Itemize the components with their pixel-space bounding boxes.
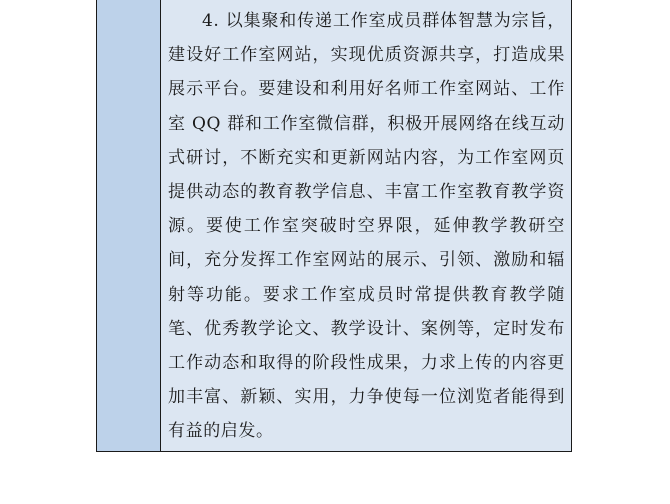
- table-label-column: [97, 0, 161, 451]
- body-paragraph: 4. 以集聚和传递工作室成员群体智慧为宗旨，建设好工作室网站，实现优质资源共享，打造成果展示平台。要建设和利用好名师工作室网站、工作室 QQ 群和工作室微信群，积极开展网络在线互动式研讨，不断充实和更新网站内容，为工作室网页提供动态的教育教学信息、丰富工作室教育教学资源。要使工作室突破时空界限，延伸教学教研空间，充分发挥工作室网站的展示、引领、激励和辐射等功能。要求工作室成员时常提供教育教学随笔、优秀教学论文、教学设计、案例等，定时发布工作动态和取得的阶段性成果，力求上传的内容更加丰富、新颖、实用，力争使每一位浏览者能得到有益的启发。: [168, 11, 565, 442]
- document-table: [96, 0, 572, 452]
- table-content-cell: [161, 0, 571, 451]
